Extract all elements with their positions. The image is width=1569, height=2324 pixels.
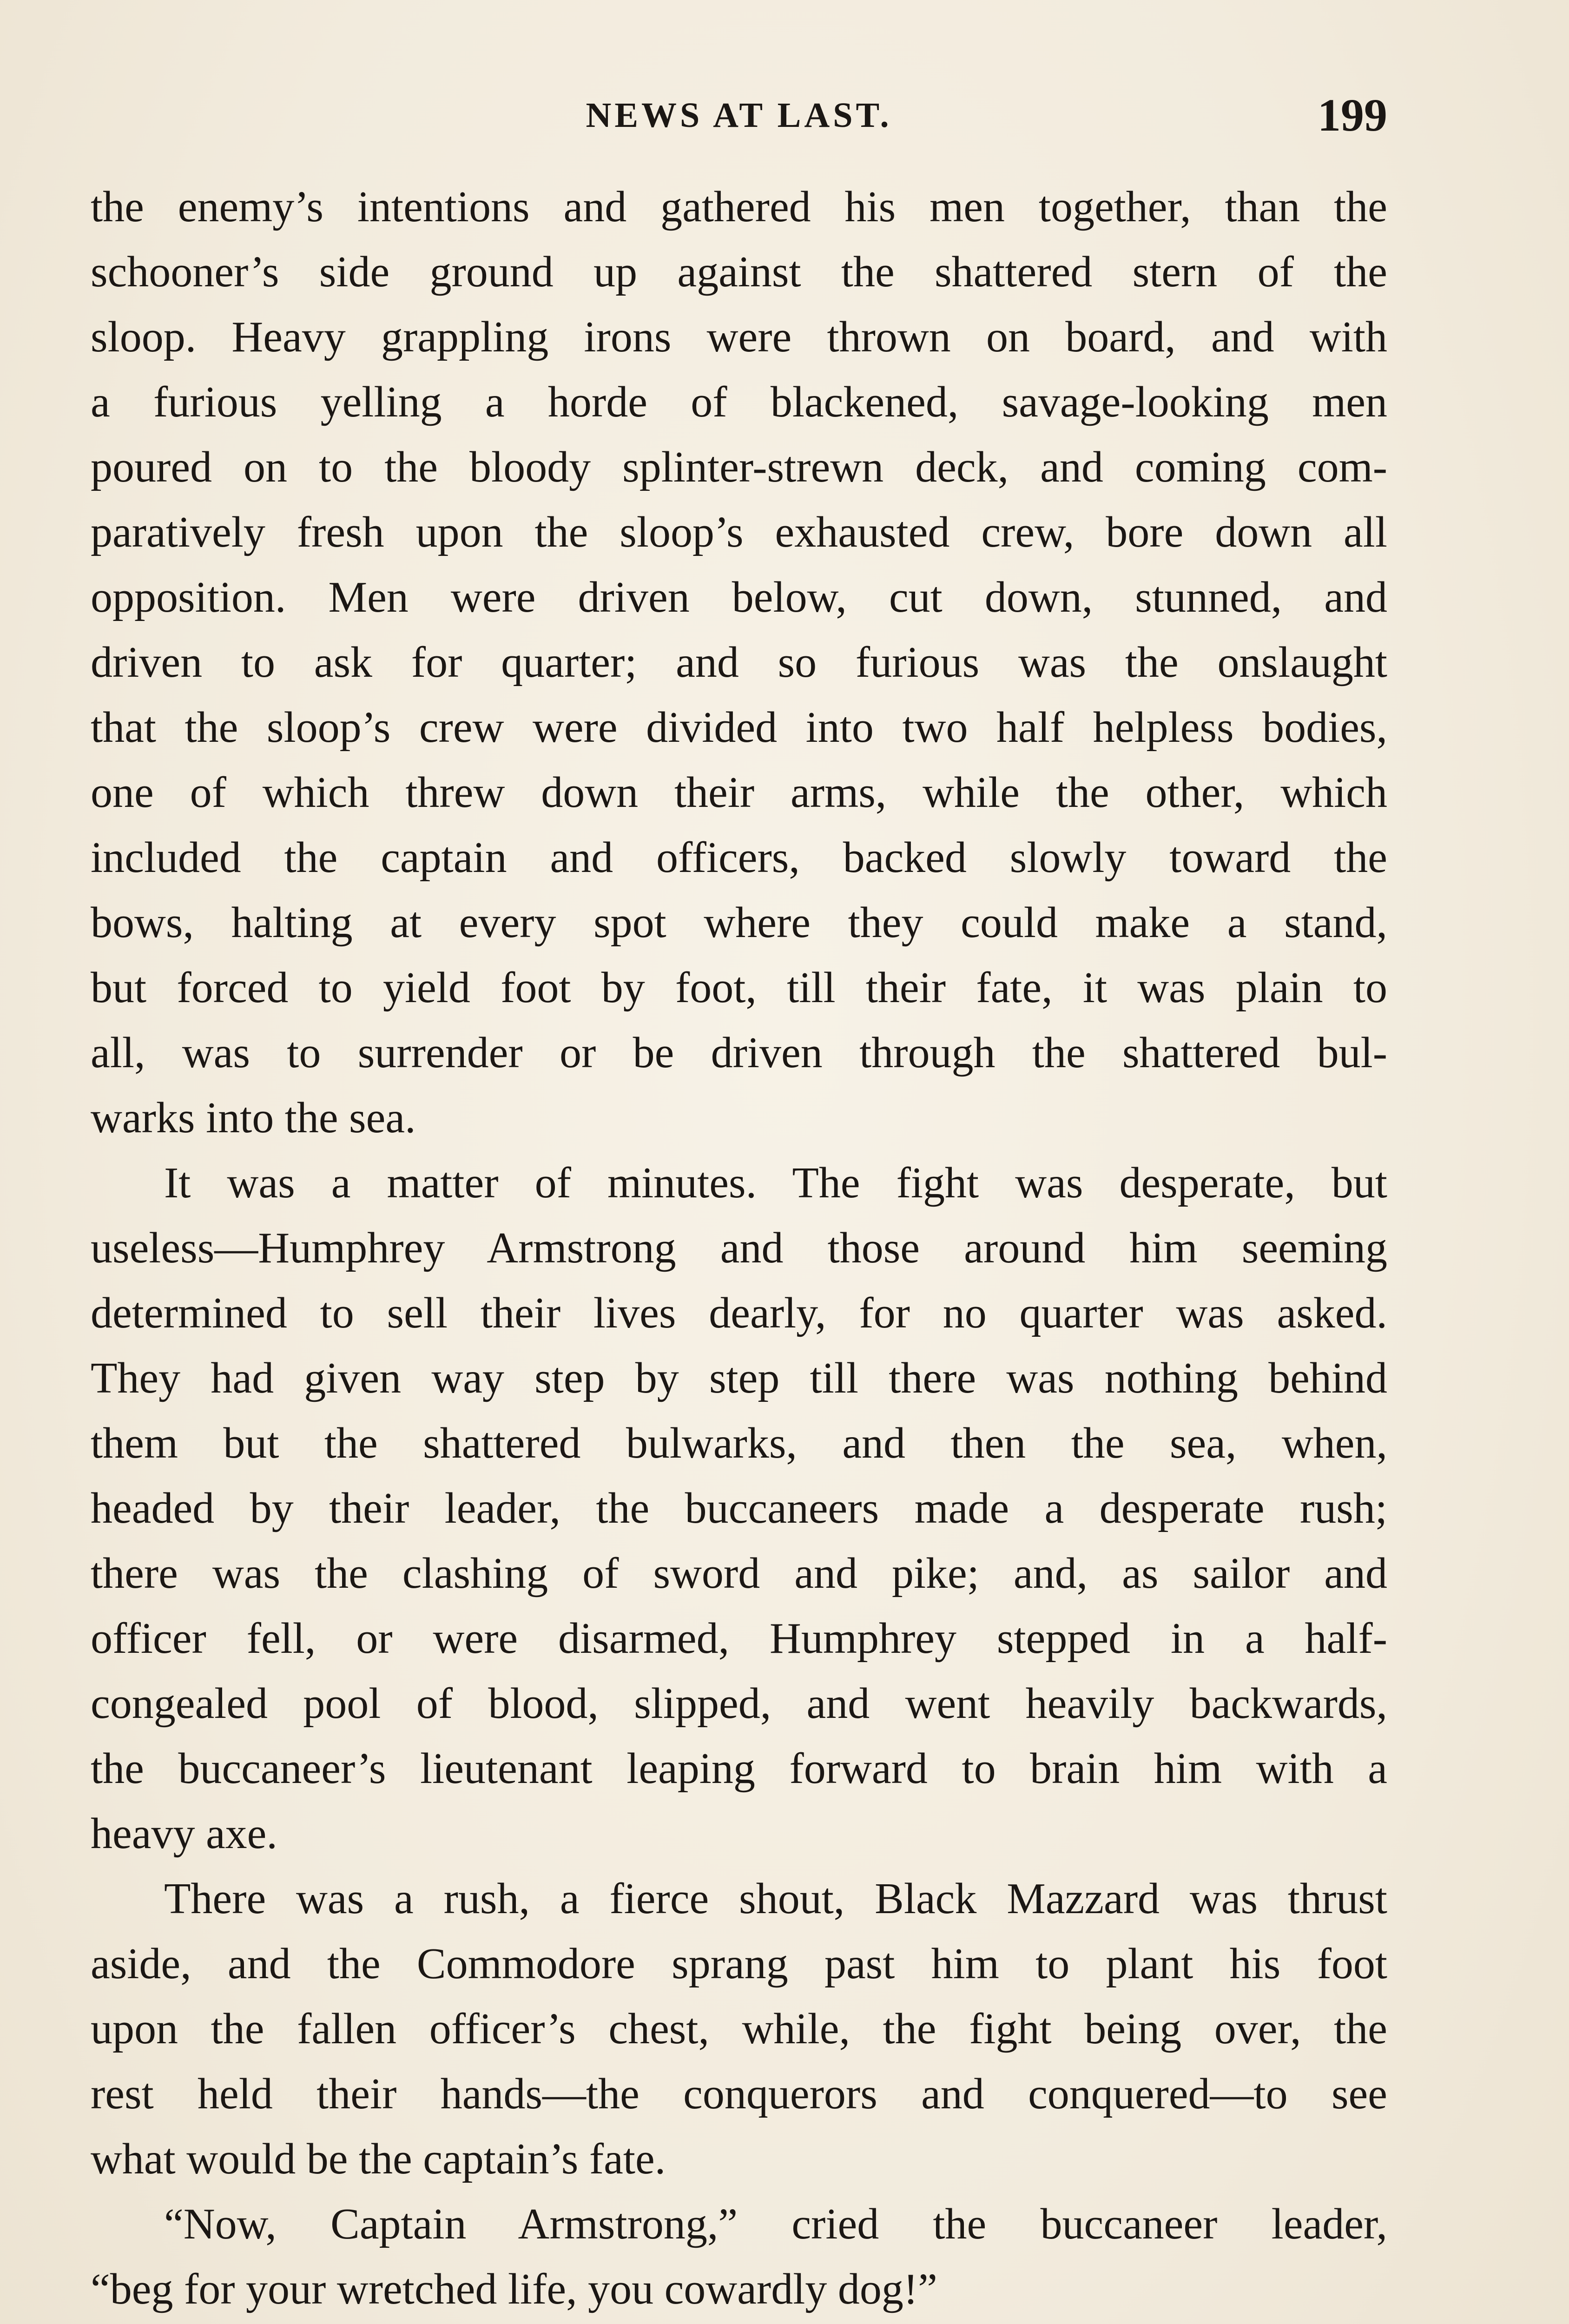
text-line: driven to ask for quarter; and so furious was the onslaught	[91, 638, 1387, 687]
text-line: poured on to the bloody splinter-strewn deck, and coming com-	[91, 443, 1387, 491]
text-line: heavy axe.	[91, 1809, 277, 1858]
text-line: sloop. Heavy grappling irons were thrown on board, and with	[91, 313, 1387, 361]
text-line: what would be the captain’s fate.	[91, 2135, 666, 2183]
text-line: “Now, Captain Armstrong,” cried the buccaneer leader,	[164, 2200, 1387, 2248]
text-line: “beg for your wretched life, you cowardly dog!”	[91, 2265, 937, 2313]
text-line: warks into the sea.	[91, 1094, 416, 1142]
text-line: upon the fallen officer’s chest, while, the fight being over, the	[91, 2005, 1387, 2053]
running-title: NEWS AT LAST.	[586, 96, 892, 135]
text-line: schooner’s side ground up against the shattered stern of the	[91, 248, 1387, 296]
text-line: It was a matter of minutes. The fight was desperate, but	[164, 1159, 1387, 1207]
text-line: officer fell, or were disarmed, Humphrey stepped in a half-	[91, 1614, 1387, 1663]
text-line: congealed pool of blood, slipped, and went heavily backwards,	[91, 1679, 1387, 1728]
paragraph-3	[91, 1866, 1387, 2192]
text-line: one of which threw down their arms, while the other, which	[91, 768, 1387, 817]
paragraph-1	[91, 174, 1387, 1150]
text-line: They had given way step by step till there was nothing behind	[91, 1354, 1387, 1402]
text-line: the enemy’s intentions and gathered his men together, than the	[91, 183, 1387, 231]
text-line: rest held their hands—the conquerors and conquered—to see	[91, 2070, 1387, 2118]
text-line: aside, and the Commodore sprang past him to plant his foot	[91, 1940, 1387, 1988]
text-line: that the sloop’s crew were divided into two half helpless bodies,	[91, 703, 1387, 752]
paragraph-4	[91, 2192, 1387, 2322]
text-line: useless—Humphrey Armstrong and those around him seeming	[91, 1224, 1387, 1272]
text-line: all, was to surrender or be driven through the shattered bul-	[91, 1029, 1387, 1077]
text-line: the buccaneer’s lieutenant leaping forward to brain him with a	[91, 1744, 1387, 1793]
page-number: 199	[1318, 89, 1387, 141]
text-line: There was a rush, a fierce shout, Black Mazzard was thrust	[164, 1875, 1387, 1923]
text-line: included the captain and officers, backed slowly toward the	[91, 833, 1387, 882]
text-line: bows, halting at every spot where they could make a stand,	[91, 898, 1387, 947]
body-text	[91, 174, 1387, 2322]
text-line: opposition. Men were driven below, cut down, stunned, and	[91, 573, 1387, 621]
text-line: determined to sell their lives dearly, for no quarter was asked.	[91, 1289, 1387, 1337]
text-line: there was the clashing of sword and pike; and, as sailor and	[91, 1549, 1387, 1598]
paragraph-2	[91, 1150, 1387, 1866]
text-line: paratively fresh upon the sloop’s exhausted crew, bore down all	[91, 508, 1387, 556]
text-line: headed by their leader, the buccaneers made a desperate rush;	[91, 1484, 1387, 1532]
text-line: a furious yelling a horde of blackened, savage-looking men	[91, 378, 1387, 426]
page-header	[91, 88, 1387, 144]
text-line: them but the shattered bulwarks, and then the sea, when,	[91, 1419, 1387, 1467]
text-line: but forced to yield foot by foot, till their fate, it was plain to	[91, 964, 1387, 1012]
